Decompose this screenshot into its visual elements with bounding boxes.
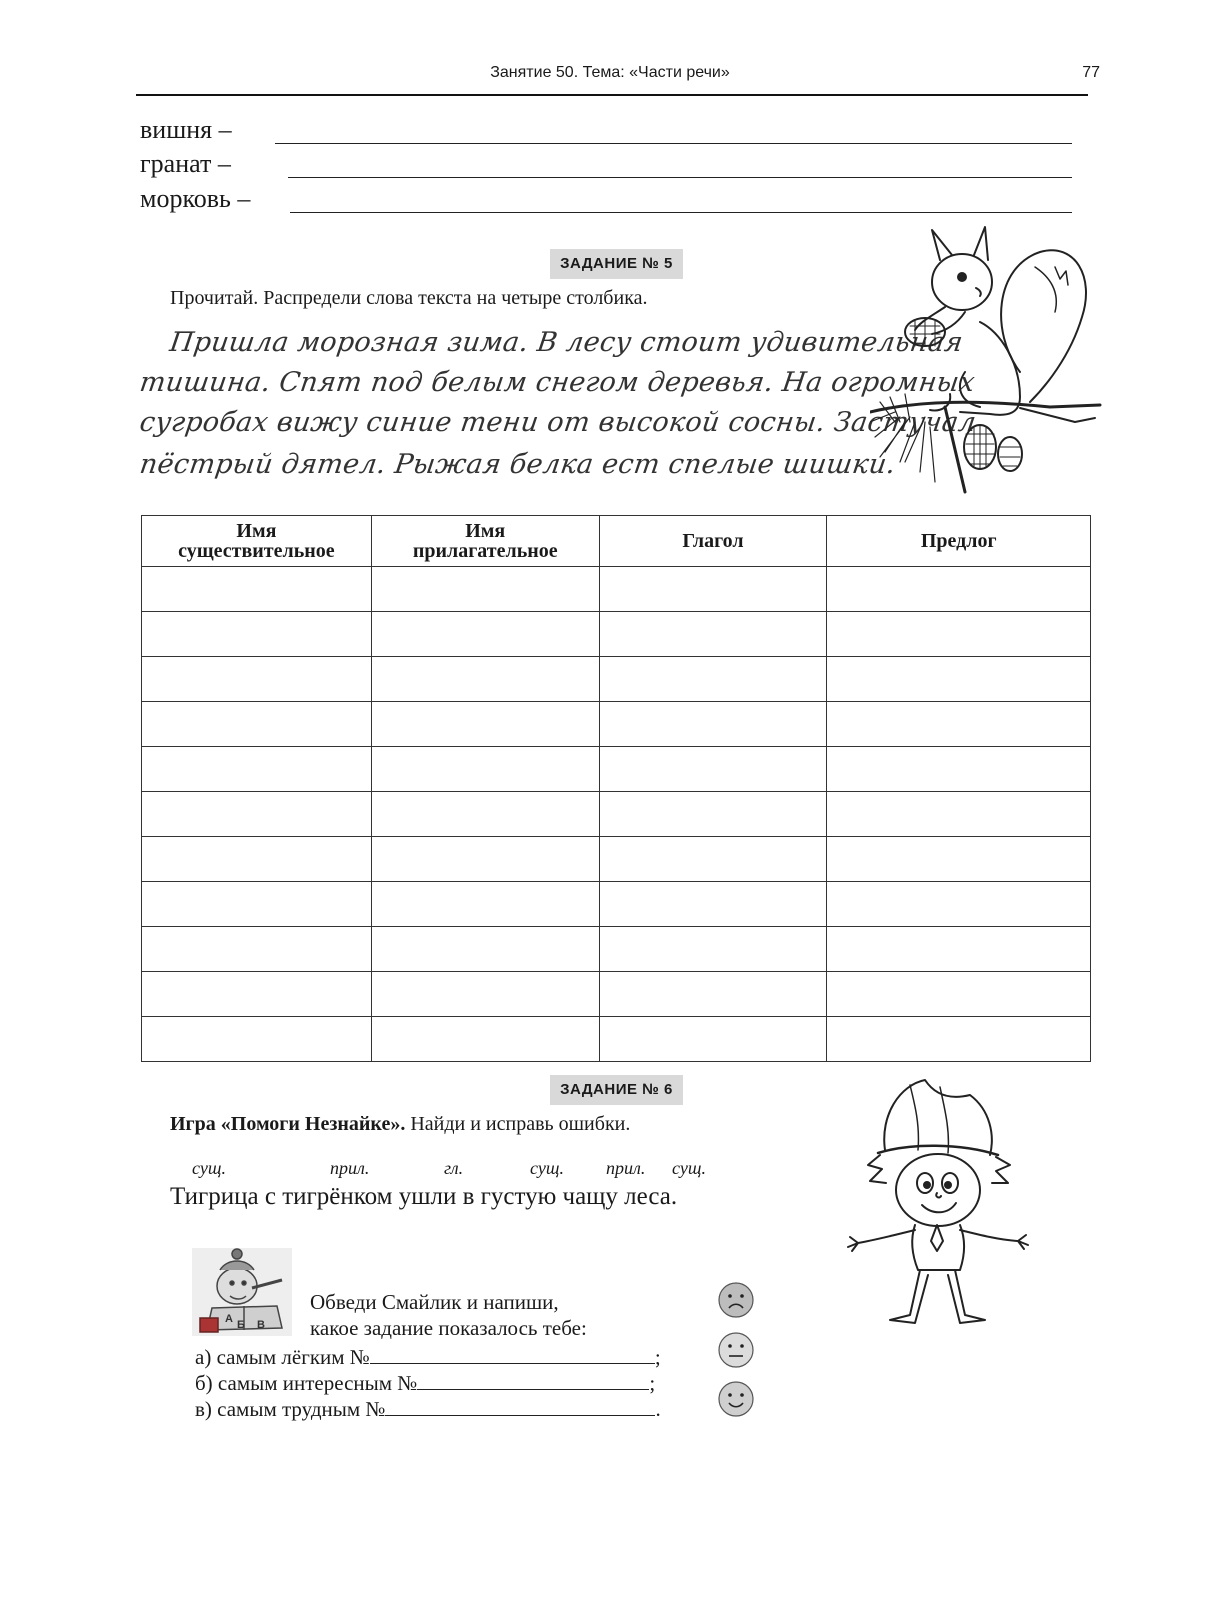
reflection-line-2: какое задание показалось тебе: [310, 1316, 587, 1340]
buratino-illustration [192, 1248, 292, 1336]
page-number: 77 [1082, 64, 1100, 81]
page-header-title: Занятие 50. Тема: «Части речи» [490, 64, 730, 81]
table-cell[interactable] [827, 702, 1091, 747]
table-cell[interactable] [371, 927, 599, 972]
fill-row-cherry [140, 115, 1075, 149]
header-line: существительное [178, 540, 335, 562]
cursive-line-3: сугробах вижу синие тени от высокой сосны. Застучал [137, 407, 979, 438]
table-cell[interactable] [142, 1017, 372, 1062]
fill-row-pomegranate [140, 149, 1075, 183]
table-cell[interactable] [371, 882, 599, 927]
table-cell[interactable] [599, 882, 827, 927]
reflection-item-hardest [195, 1395, 661, 1422]
answer-line[interactable] [385, 1395, 655, 1416]
table-cell[interactable] [599, 567, 827, 612]
neznaika-illustration [840, 1075, 1040, 1330]
table-cell[interactable] [827, 792, 1091, 837]
table-cell[interactable] [599, 837, 827, 882]
table-row [142, 657, 1091, 702]
table-row [142, 792, 1091, 837]
table-row [142, 882, 1091, 927]
neutral-smiley-icon[interactable] [718, 1332, 754, 1368]
header-line: Имя [236, 520, 277, 542]
table-cell[interactable] [827, 1017, 1091, 1062]
book-letter: В [257, 1319, 265, 1331]
pos-label: гл. [444, 1158, 464, 1178]
answer-line[interactable] [275, 143, 1072, 144]
table-cell[interactable] [142, 792, 372, 837]
table-cell[interactable] [827, 837, 1091, 882]
table-cell[interactable] [142, 657, 372, 702]
reflection-item-easiest [195, 1343, 661, 1370]
col-header-noun [142, 516, 372, 567]
table-row [142, 747, 1091, 792]
col-header-adjective [371, 516, 599, 567]
header-line: Имя [465, 520, 506, 542]
table-cell[interactable] [371, 1017, 599, 1062]
fill-row-carrot [140, 184, 1075, 218]
table-cell[interactable] [599, 702, 827, 747]
cursive-line-1: Пришла морозная зима. В лесу стоит удивительная [167, 327, 965, 358]
table-cell[interactable] [827, 747, 1091, 792]
reflection-item-end: ; [654, 1345, 661, 1369]
table-cell[interactable] [599, 792, 827, 837]
pos-label: сущ. [192, 1158, 226, 1178]
table-cell[interactable] [371, 612, 599, 657]
answer-line[interactable] [417, 1369, 649, 1390]
book-letter: А [225, 1313, 233, 1325]
reflection-item-end: ; [649, 1371, 656, 1395]
table-row [142, 972, 1091, 1017]
table-cell[interactable] [599, 972, 827, 1017]
table-cell[interactable] [371, 657, 599, 702]
table-header-row [142, 516, 1091, 567]
reflection-item-label: а) самым лёгким № [195, 1345, 370, 1369]
parts-of-speech-table [141, 515, 1091, 1062]
pos-label: прил. [330, 1158, 370, 1178]
table-row [142, 567, 1091, 612]
col-header-preposition: Предлог [827, 516, 1091, 567]
answer-line[interactable] [370, 1343, 655, 1364]
answer-line[interactable] [290, 212, 1072, 213]
header-divider [136, 94, 1088, 96]
task6-instruction [170, 1113, 630, 1136]
table-row [142, 1017, 1091, 1062]
table-row [142, 702, 1091, 747]
reflection-item-label: в) самым трудным № [195, 1397, 386, 1421]
pos-label: сущ. [530, 1158, 564, 1178]
table-cell[interactable] [371, 702, 599, 747]
answer-line[interactable] [288, 177, 1072, 178]
col-header-verb: Глагол [599, 516, 827, 567]
pos-label: сущ. [672, 1158, 706, 1178]
sad-smiley-icon[interactable] [718, 1282, 754, 1318]
table-cell[interactable] [599, 747, 827, 792]
table-cell[interactable] [371, 567, 599, 612]
task6-instruction-bold: Игра «Помоги Незнайке». [170, 1113, 406, 1135]
header-line: прилагательное [412, 540, 558, 562]
table-cell[interactable] [142, 567, 372, 612]
book-letter: Б [237, 1319, 245, 1331]
reflection-item-interesting [195, 1369, 655, 1396]
pos-label: прил. [606, 1158, 646, 1178]
table-cell[interactable] [142, 927, 372, 972]
table-cell[interactable] [142, 837, 372, 882]
table-cell[interactable] [827, 567, 1091, 612]
table-body [142, 567, 1091, 1062]
table-cell[interactable] [827, 927, 1091, 972]
task5-badge: ЗАДАНИЕ № 5 [550, 249, 683, 279]
table-cell[interactable] [827, 882, 1091, 927]
table-cell[interactable] [599, 657, 827, 702]
table-cell[interactable] [142, 612, 372, 657]
table-row [142, 612, 1091, 657]
task6-badge: ЗАДАНИЕ № 6 [550, 1075, 683, 1105]
table-cell[interactable] [827, 972, 1091, 1017]
cursive-line-4: пёстрый дятел. Рыжая белка ест спелые шишки. [137, 449, 898, 480]
reflection-item-end: . [655, 1397, 661, 1421]
table-cell[interactable] [827, 612, 1091, 657]
table-cell[interactable] [371, 747, 599, 792]
happy-smiley-icon[interactable] [718, 1381, 754, 1417]
table-row [142, 837, 1091, 882]
table-row [142, 927, 1091, 972]
table-cell[interactable] [142, 747, 372, 792]
table-cell[interactable] [371, 837, 599, 882]
table-cell[interactable] [142, 972, 372, 1017]
table-cell[interactable] [371, 792, 599, 837]
table-cell[interactable] [599, 927, 827, 972]
fill-row-word: гранат – [140, 149, 231, 178]
table-cell[interactable] [371, 972, 599, 1017]
cursive-line-2: тишина. Спят под белым снегом деревья. На огромных [137, 367, 977, 398]
table-cell[interactable] [599, 612, 827, 657]
squirrel-illustration [870, 222, 1110, 512]
task6-sentence: Тигрица с тигрёнком ушли в густую чащу леса. [170, 1183, 678, 1210]
table-cell[interactable] [599, 1017, 827, 1062]
task5-instruction: Прочитай. Распредели слова текста на четыре столбика. [170, 287, 648, 309]
reflection-line-1: Обведи Смайлик и напиши, [310, 1290, 559, 1314]
table-cell[interactable] [142, 882, 372, 927]
fill-row-word: морковь – [140, 184, 251, 213]
reflection-item-label: б) самым интересным № [195, 1371, 418, 1395]
task6-instruction-rest: Найди и исправь ошибки. [405, 1113, 631, 1135]
table-cell[interactable] [827, 657, 1091, 702]
fill-row-word: вишня – [140, 115, 232, 144]
table-cell[interactable] [142, 702, 372, 747]
